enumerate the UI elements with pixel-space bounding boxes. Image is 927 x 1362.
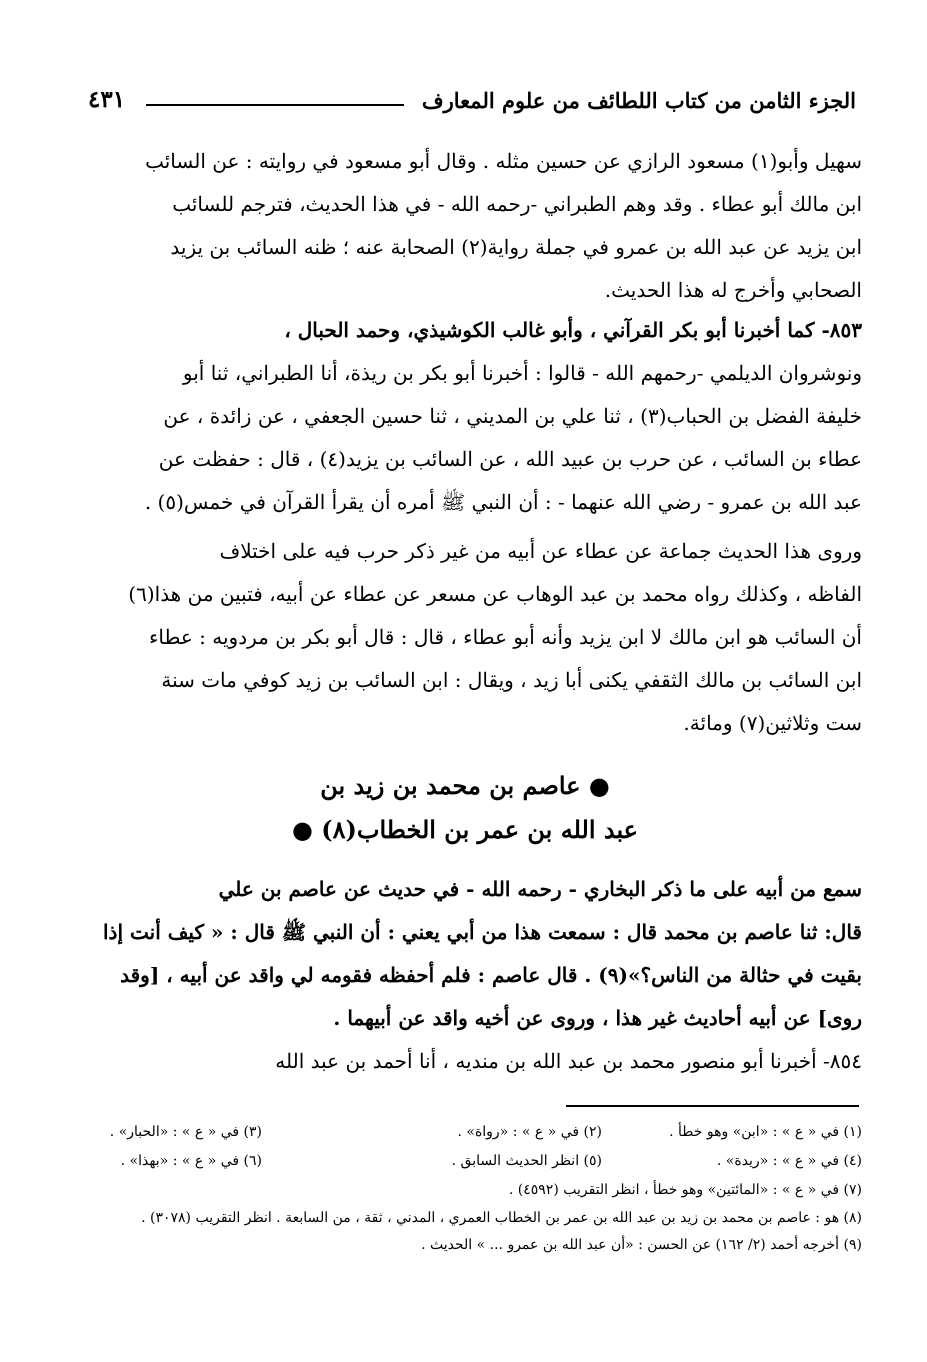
footnote-2: (٢) في « ع » : «رواة» . [457,1124,602,1140]
footnote-8: (٨) هو : عاصم بن محمد بن زيد بن عبد الله بن عمر بن الخطاب العمري ، المدني ، ثقة ، من السابعة . انظر التقريب (٣٠٧٨) . [141,1210,862,1226]
header-rule [146,104,404,106]
text-line: ونوشروان الديلمي -رحمهم الله - قالوا : أخبرنا أبو بكر بن ريذة، أنا الطبراني، ثنا أبو [182,361,862,385]
footnote-3: (٣) في « ع » : «الحبار» . [109,1124,262,1140]
text-line: ابن السائب بن مالك الثقفي يكنى أبا زيد ، ويقال : ابن السائب بن زيد كوفي مات سنة [161,668,862,692]
text-line: ست وثلاثين(٧) ومائة. [683,711,862,735]
running-header [88,88,856,122]
text-line: قال: ثنا عاصم بن محمد قال : سمعت هذا من أبي يعني : أن النبي ﷺ قال : « كيف أنت إذا [103,920,862,944]
footnote-1: (١) في « ع » : «ابن» وهو خطأ . [669,1124,862,1140]
text-line: بقيت في حثالة من الناس؟»(٩) . قال عاصم : فلم أحفظه فقومه لي واقد عن أبيه ، [وقد [120,963,862,987]
text-line: الفاظه ، وكذلك رواه محمد بن عبد الوهاب عن مسعر عن عطاء عن أبيه، فتبين من هذا(٦) [128,582,862,606]
footnote-row [92,1118,862,1147]
paragraph-1 [92,140,862,312]
footnote-6: (٦) في « ع » : «بهذا» . [120,1153,262,1169]
text-line: ابن يزيد عن عبد الله بن عمرو في جملة رواية(٢) الصحابة عنه ؛ ظنه السائب بن يزيد [170,235,862,259]
text-line: ٨٥٤- أخبرنا أبو منصور محمد بن عبد الله بن منديه ، أنا أحمد بن عبد الله [275,1049,862,1073]
heading-line-2: عبد الله بن عمر بن الخطاب(٨) ● [291,815,639,844]
text-line: وروى هذا الحديث جماعة عن عطاء عن أبيه من غير ذكر حرب فيه على اختلاف [219,539,862,563]
footnote-9: (٩) أخرجه أحمد (٢/ ١٦٢) عن الحسن : «أن عبد الله بن عمرو ... » الحديث . [421,1237,862,1253]
paragraph-4 [92,868,862,1040]
text-line: أن السائب هو ابن مالك لا ابن يزيد وأنه أبو عطاء ، قال : قال أبو بكر بن مردويه : عطاء [148,625,862,649]
footnote-4: (٤) في « ع » : «ريدة» . [716,1153,862,1169]
paragraph-5-hadith-854 [92,1040,862,1083]
section-heading [100,764,830,852]
footnote-7: (٧) في « ع » : «المائتين» وهو خطأ ، انظر التقريب (٤٥٩٢) . [508,1182,862,1198]
header-title: الجزء الثامن من كتاب اللطائف من علوم المعارف [421,88,856,113]
heading-line-1: ● عاصم بن محمد بن زيد بن [320,771,610,800]
text-line: عبد الله بن عمرو - رضي الله عنهما - : أن النبي ﷺ أمره أن يقرأ القرآن في خمس(٥) . [144,490,862,514]
text-line: ابن مالك أبو عطاء . وقد وهم الطبراني -رحمه الله - في هذا الحديث، فترجم للسائب [172,192,862,216]
text-line: روى] عن أبيه أحاديث غير هذا ، وروى عن أخيه واقد عن أبيهما . [333,1006,862,1030]
text-line: خليفة الفضل بن الحباب(٣) ، ثنا علي بن المديني ، ثنا حسين الجعفي ، عن زائدة ، عن [163,404,862,428]
page-number: ٤٣١ [88,86,126,113]
text-line: ٨٥٣- كما أخبرنا أبو بكر القرآني ، وأبو غالب الكوشيذي، وحمد الحبال ، [284,318,862,342]
paragraph-2-hadith-853 [92,309,862,524]
footnote-row [92,1147,862,1176]
text-line: الصحابي وأخرج له هذا الحديث. [604,278,862,302]
footnote-5: (٥) انظر الحديث السابق . [451,1153,602,1169]
footnote-rule [566,1105,859,1107]
text-line: عطاء بن السائب ، عن حرب بن عبيد الله ، عن السائب بن يزيد(٤) ، قال : حفظت عن [158,447,862,471]
paragraph-3 [92,530,862,745]
text-line: سهيل وأبو(١) مسعود الرازي عن حسين مثله . وقال أبو مسعود في روايته : عن السائب [145,149,862,173]
footnotes [92,1118,862,1260]
text-line: سمع من أبيه على ما ذكر البخاري - رحمه الله - في حديث عن عاصم بن علي [218,877,862,901]
